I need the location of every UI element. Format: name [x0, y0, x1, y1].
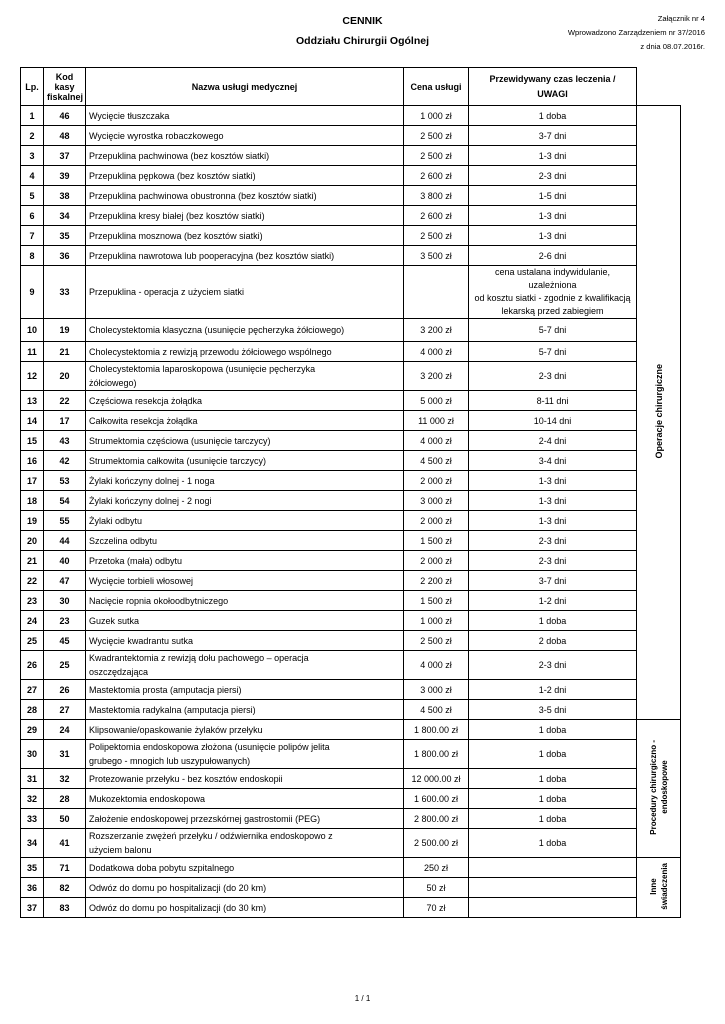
table-row: [21, 551, 681, 571]
table-row: [21, 591, 681, 611]
row-time: [469, 878, 637, 898]
row-time: 1-3 dni: [469, 226, 637, 246]
row-name: Żylaki kończyny dolnej - 1 noga: [86, 471, 404, 491]
row-price: 2 500 zł: [404, 631, 469, 651]
col-header-code-line1: Kod kasy: [54, 71, 75, 92]
row-time-note: [469, 266, 637, 319]
row-lp: 27: [21, 680, 44, 700]
row-name: Odwóz do domu po hospitalizacji (do 30 km): [86, 898, 404, 918]
table-row: [21, 769, 681, 789]
col-header-lp: Lp.: [21, 68, 44, 106]
table-row: [21, 531, 681, 551]
table-row: [21, 858, 681, 878]
row-name: Przepuklina nawrotowa lub pooperacyjna (bez kosztów siatki): [86, 246, 404, 266]
table-row: [21, 266, 681, 319]
row-price: 1 500 zł: [404, 531, 469, 551]
row-time: 1 doba: [469, 809, 637, 829]
table-row: [21, 631, 681, 651]
attachment-info: [568, 12, 705, 54]
table-row: [21, 126, 681, 146]
row-name: [86, 651, 404, 680]
row-name: Przepuklina pępkowa (bez kosztów siatki): [86, 166, 404, 186]
row-name: Założenie endoskopowej przezskórnej gastrostomii (PEG): [86, 809, 404, 829]
row-name: Wycięcie wyrostka robaczkowego: [86, 126, 404, 146]
table-row: [21, 411, 681, 431]
col-header-code: [44, 68, 86, 106]
row-price: 1 800.00 zł: [404, 720, 469, 740]
row-lp: 1: [21, 106, 44, 126]
row-price: 2 600 zł: [404, 206, 469, 226]
table-row: [21, 342, 681, 362]
group-label-line2: świadczenia: [659, 863, 669, 910]
row-name-line2: oszczędzająca: [89, 667, 149, 677]
row-name: Strumektomia częściowa (usunięcie tarczycy): [86, 431, 404, 451]
row-name: Całkowita resekcja żołądka: [86, 411, 404, 431]
row-name: Przetoka (mała) odbytu: [86, 551, 404, 571]
row-lp: 4: [21, 166, 44, 186]
row-lp: 24: [21, 611, 44, 631]
row-price: 3 200 zł: [404, 362, 469, 391]
row-code: 17: [44, 411, 86, 431]
row-lp: 11: [21, 342, 44, 362]
row-price: 1 800.00 zł: [404, 740, 469, 769]
table-header-row: [21, 68, 681, 106]
row-name: Przepuklina pachwinowa (bez kosztów siatki): [86, 146, 404, 166]
row-name: Mukozektomia endoskopowa: [86, 789, 404, 809]
row-name-line2: żółciowego): [89, 378, 137, 388]
row-time: 3-7 dni: [469, 126, 637, 146]
row-time: 3-7 dni: [469, 571, 637, 591]
group-label-g2: [637, 720, 681, 858]
row-lp: 16: [21, 451, 44, 471]
row-name: Przepuklina pachwinowa obustronna (bez kosztów siatki): [86, 186, 404, 206]
row-lp: 8: [21, 246, 44, 266]
row-time: 1-3 dni: [469, 206, 637, 226]
row-price: 12 000.00 zł: [404, 769, 469, 789]
table-row: [21, 362, 681, 391]
row-time: 1-3 dni: [469, 146, 637, 166]
col-header-time: [469, 68, 637, 106]
row-name: Protezowanie przełyku - bez kosztów endoskopii: [86, 769, 404, 789]
row-price: 2 500 zł: [404, 146, 469, 166]
row-code: 21: [44, 342, 86, 362]
row-lp: 10: [21, 319, 44, 342]
table-row: [21, 319, 681, 342]
row-price: 50 zł: [404, 878, 469, 898]
row-time: 2-3 dni: [469, 551, 637, 571]
row-price: 4 000 zł: [404, 342, 469, 362]
table-row: [21, 206, 681, 226]
row-name-line1: Rozszerzanie zwężeń przełyku / odźwiernika endoskopowo z: [89, 831, 333, 841]
row-time: 2-3 dni: [469, 166, 637, 186]
col-header-group-spacer: [637, 68, 681, 106]
row-price: 3 200 zł: [404, 319, 469, 342]
row-code: 53: [44, 471, 86, 491]
row-time: 2-4 dni: [469, 431, 637, 451]
row-lp: 23: [21, 591, 44, 611]
row-name: Guzek sutka: [86, 611, 404, 631]
row-name: Mastektomia radykalna (amputacja piersi): [86, 700, 404, 720]
table-row: [21, 166, 681, 186]
row-time: 1 doba: [469, 829, 637, 858]
col-header-time-line2: UWAGI: [537, 88, 568, 99]
row-price: 11 000 zł: [404, 411, 469, 431]
row-price: 2 000 zł: [404, 551, 469, 571]
row-time: 2 doba: [469, 631, 637, 651]
row-lp: 35: [21, 858, 44, 878]
row-time: 1 doba: [469, 611, 637, 631]
row-price: 2 600 zł: [404, 166, 469, 186]
row-code: 37: [44, 146, 86, 166]
row-code: 47: [44, 571, 86, 591]
row-name-line1: Polipektomia endoskopowa złożona (usunięcie polipów jelita: [89, 742, 330, 752]
row-time: 1-2 dni: [469, 680, 637, 700]
group-label-g3: [637, 858, 681, 918]
row-name: [86, 829, 404, 858]
row-lp: 3: [21, 146, 44, 166]
row-name: Mastektomia prosta (amputacja piersi): [86, 680, 404, 700]
row-name-line2: użyciem balonu: [89, 845, 152, 855]
col-header-name: Nazwa usługi medycznej: [86, 68, 404, 106]
row-name: Żylaki odbytu: [86, 511, 404, 531]
row-price: 2 000 zł: [404, 511, 469, 531]
row-lp: 22: [21, 571, 44, 591]
table-row: [21, 491, 681, 511]
group-label-line2: endoskopowe: [659, 760, 669, 815]
row-time-note-line2: od kosztu siatki - zgodnie z kwalifikacją: [474, 293, 631, 303]
row-lp: 7: [21, 226, 44, 246]
row-time: [469, 898, 637, 918]
row-price: 3 000 zł: [404, 491, 469, 511]
row-code: 20: [44, 362, 86, 391]
row-price: 70 zł: [404, 898, 469, 918]
table-row: [21, 471, 681, 491]
group-label-text: [648, 863, 670, 910]
row-time: 1-5 dni: [469, 186, 637, 206]
row-price: 3 000 zł: [404, 680, 469, 700]
group-label-g1: [637, 106, 681, 720]
row-time: 2-6 dni: [469, 246, 637, 266]
row-name: Wycięcie torbieli włosowej: [86, 571, 404, 591]
row-time: 2-3 dni: [469, 362, 637, 391]
table-row: [21, 246, 681, 266]
row-name: Nacięcie ropnia okołoodbytniczego: [86, 591, 404, 611]
row-time: 5-7 dni: [469, 319, 637, 342]
row-price: 2 800.00 zł: [404, 809, 469, 829]
row-code: 26: [44, 680, 86, 700]
row-price: 4 000 zł: [404, 431, 469, 451]
row-lp: 26: [21, 651, 44, 680]
row-lp: 17: [21, 471, 44, 491]
row-price: 4 500 zł: [404, 700, 469, 720]
row-name-line1: Kwadrantektomia z rewizją dołu pachowego – operacja: [89, 653, 309, 663]
row-code: 82: [44, 878, 86, 898]
table-row: [21, 391, 681, 411]
row-code: 45: [44, 631, 86, 651]
row-lp: 31: [21, 769, 44, 789]
table-row: [21, 740, 681, 769]
table-row: [21, 611, 681, 631]
row-code: 71: [44, 858, 86, 878]
table-body: [21, 106, 681, 918]
row-price: 1 500 zł: [404, 591, 469, 611]
row-code: 50: [44, 809, 86, 829]
row-code: 27: [44, 700, 86, 720]
row-price: 1 600.00 zł: [404, 789, 469, 809]
row-name-line1: Cholecystektomia laparoskopowa (usunięcie pęcherzyka: [89, 364, 316, 374]
row-time: 2-3 dni: [469, 531, 637, 551]
row-name: Przepuklina mosznowa (bez kosztów siatki): [86, 226, 404, 246]
row-time: [469, 858, 637, 878]
col-header-price: Cena usługi: [404, 68, 469, 106]
group-label-line1: Procedury chirurgiczno -: [648, 740, 658, 835]
row-lp: 34: [21, 829, 44, 858]
row-price: [404, 266, 469, 319]
row-lp: 30: [21, 740, 44, 769]
row-lp: 15: [21, 431, 44, 451]
row-code: 19: [44, 319, 86, 342]
row-time: 1 doba: [469, 769, 637, 789]
row-lp: 12: [21, 362, 44, 391]
row-name: Strumektomia całkowita (usunięcie tarczycy): [86, 451, 404, 471]
row-lp: 25: [21, 631, 44, 651]
row-time: 10-14 dni: [469, 411, 637, 431]
group-label-line1: Operacje chirurgiczne: [653, 364, 664, 459]
row-lp: 13: [21, 391, 44, 411]
row-time: 3-4 dni: [469, 451, 637, 471]
row-lp: 19: [21, 511, 44, 531]
attachment-number: Załącznik nr 4: [657, 14, 705, 23]
row-price: 3 500 zł: [404, 246, 469, 266]
row-name: Cholecystektomia z rewizją przewodu żółciowego wspólnego: [86, 342, 404, 362]
row-lp: 9: [21, 266, 44, 319]
row-code: 38: [44, 186, 86, 206]
row-time: 5-7 dni: [469, 342, 637, 362]
row-time: 1 doba: [469, 106, 637, 126]
row-lp: 37: [21, 898, 44, 918]
row-code: 35: [44, 226, 86, 246]
table-row: [21, 720, 681, 740]
row-code: 28: [44, 789, 86, 809]
group-label-text: [648, 740, 670, 835]
row-code: 24: [44, 720, 86, 740]
row-name: Szczelina odbytu: [86, 531, 404, 551]
row-lp: 6: [21, 206, 44, 226]
row-code: 83: [44, 898, 86, 918]
row-time: 1-3 dni: [469, 471, 637, 491]
row-lp: 29: [21, 720, 44, 740]
row-price: 3 800 zł: [404, 186, 469, 206]
row-code: 23: [44, 611, 86, 631]
row-price: 5 000 zł: [404, 391, 469, 411]
page-subtitle: Oddziału Chirurgii Ogólnej: [296, 35, 429, 47]
row-price: 2 500 zł: [404, 226, 469, 246]
table-row: [21, 571, 681, 591]
row-code: 41: [44, 829, 86, 858]
row-lp: 32: [21, 789, 44, 809]
row-price: 2 200 zł: [404, 571, 469, 591]
row-lp: 14: [21, 411, 44, 431]
row-code: 34: [44, 206, 86, 226]
row-time: 2-3 dni: [469, 651, 637, 680]
table-row: [21, 226, 681, 246]
row-price: 2 500.00 zł: [404, 829, 469, 858]
table-row: [21, 878, 681, 898]
row-code: 31: [44, 740, 86, 769]
row-name: Odwóz do domu po hospitalizacji (do 20 km): [86, 878, 404, 898]
row-price: 2 500 zł: [404, 126, 469, 146]
row-lp: 20: [21, 531, 44, 551]
row-time: 8-11 dni: [469, 391, 637, 411]
row-name: Dodatkowa doba pobytu szpitalnego: [86, 858, 404, 878]
row-lp: 28: [21, 700, 44, 720]
table-row: [21, 680, 681, 700]
row-price: 2 000 zł: [404, 471, 469, 491]
row-name: [86, 740, 404, 769]
row-code: 55: [44, 511, 86, 531]
table-row: [21, 106, 681, 126]
row-lp: 5: [21, 186, 44, 206]
row-time: 1-2 dni: [469, 591, 637, 611]
row-time: 1-3 dni: [469, 511, 637, 531]
regulation-text: Wprowadzono Zarządzeniem nr 37/2016: [567, 28, 705, 37]
row-code: 32: [44, 769, 86, 789]
row-time: 1 doba: [469, 720, 637, 740]
row-time-note-line1: cena ustalana indywidulanie, uzależniona: [494, 267, 611, 290]
regulation-date: z dnia 08.07.2016r.: [640, 42, 705, 51]
table-row: [21, 898, 681, 918]
group-label-line1: Inne: [648, 878, 658, 895]
row-code: 48: [44, 126, 86, 146]
table-row: [21, 829, 681, 858]
row-code: 54: [44, 491, 86, 511]
row-code: 25: [44, 651, 86, 680]
row-time: 1-3 dni: [469, 491, 637, 511]
row-time: 1 doba: [469, 789, 637, 809]
row-code: 22: [44, 391, 86, 411]
row-lp: 36: [21, 878, 44, 898]
row-price: 250 zł: [404, 858, 469, 878]
row-code: 36: [44, 246, 86, 266]
row-code: 39: [44, 166, 86, 186]
table-row: [21, 651, 681, 680]
row-price: 1 000 zł: [404, 611, 469, 631]
table-row: [21, 431, 681, 451]
row-name: Żylaki kończyny dolnej - 2 nogi: [86, 491, 404, 511]
table-row: [21, 789, 681, 809]
price-table: [20, 67, 681, 918]
row-code: 30: [44, 591, 86, 611]
col-header-code-line2: fiskalnej: [47, 91, 84, 102]
row-name: Wycięcie tłuszczaka: [86, 106, 404, 126]
row-lp: 21: [21, 551, 44, 571]
row-name: Częściowa resekcja żołądka: [86, 391, 404, 411]
row-code: 33: [44, 266, 86, 319]
page-title: CENNIK: [342, 15, 383, 27]
page-number: 1 / 1: [354, 994, 371, 1003]
table-row: [21, 186, 681, 206]
group-label-text: [653, 364, 665, 459]
row-price: 4 500 zł: [404, 451, 469, 471]
row-name: Klipsowanie/opaskowanie żylaków przełyku: [86, 720, 404, 740]
row-code: 42: [44, 451, 86, 471]
row-name: Przepuklina - operacja z użyciem siatki: [86, 266, 404, 319]
row-name: Cholecystektomia klasyczna (usunięcie pęcherzyka żółciowego): [86, 319, 404, 342]
row-code: 46: [44, 106, 86, 126]
row-time-note-line3: lekarską przed zabiegiem: [501, 306, 604, 316]
row-lp: 2: [21, 126, 44, 146]
row-code: 40: [44, 551, 86, 571]
row-name: [86, 362, 404, 391]
row-lp: 33: [21, 809, 44, 829]
row-time: 3-5 dni: [469, 700, 637, 720]
table-row: [21, 809, 681, 829]
row-lp: 18: [21, 491, 44, 511]
row-name-line2: grubego - mnogich lub uszypułowanych): [89, 756, 251, 766]
row-price: 1 000 zł: [404, 106, 469, 126]
table-row: [21, 451, 681, 471]
row-name: Wycięcie kwadrantu sutka: [86, 631, 404, 651]
row-price: 4 000 zł: [404, 651, 469, 680]
col-header-time-line1: Przewidywany czas leczenia /: [489, 73, 616, 84]
row-name: Przepuklina kresy białej (bez kosztów siatki): [86, 206, 404, 226]
row-code: 44: [44, 531, 86, 551]
table-row: [21, 146, 681, 166]
table-row: [21, 700, 681, 720]
row-code: 43: [44, 431, 86, 451]
table-row: [21, 511, 681, 531]
row-time: 1 doba: [469, 740, 637, 769]
